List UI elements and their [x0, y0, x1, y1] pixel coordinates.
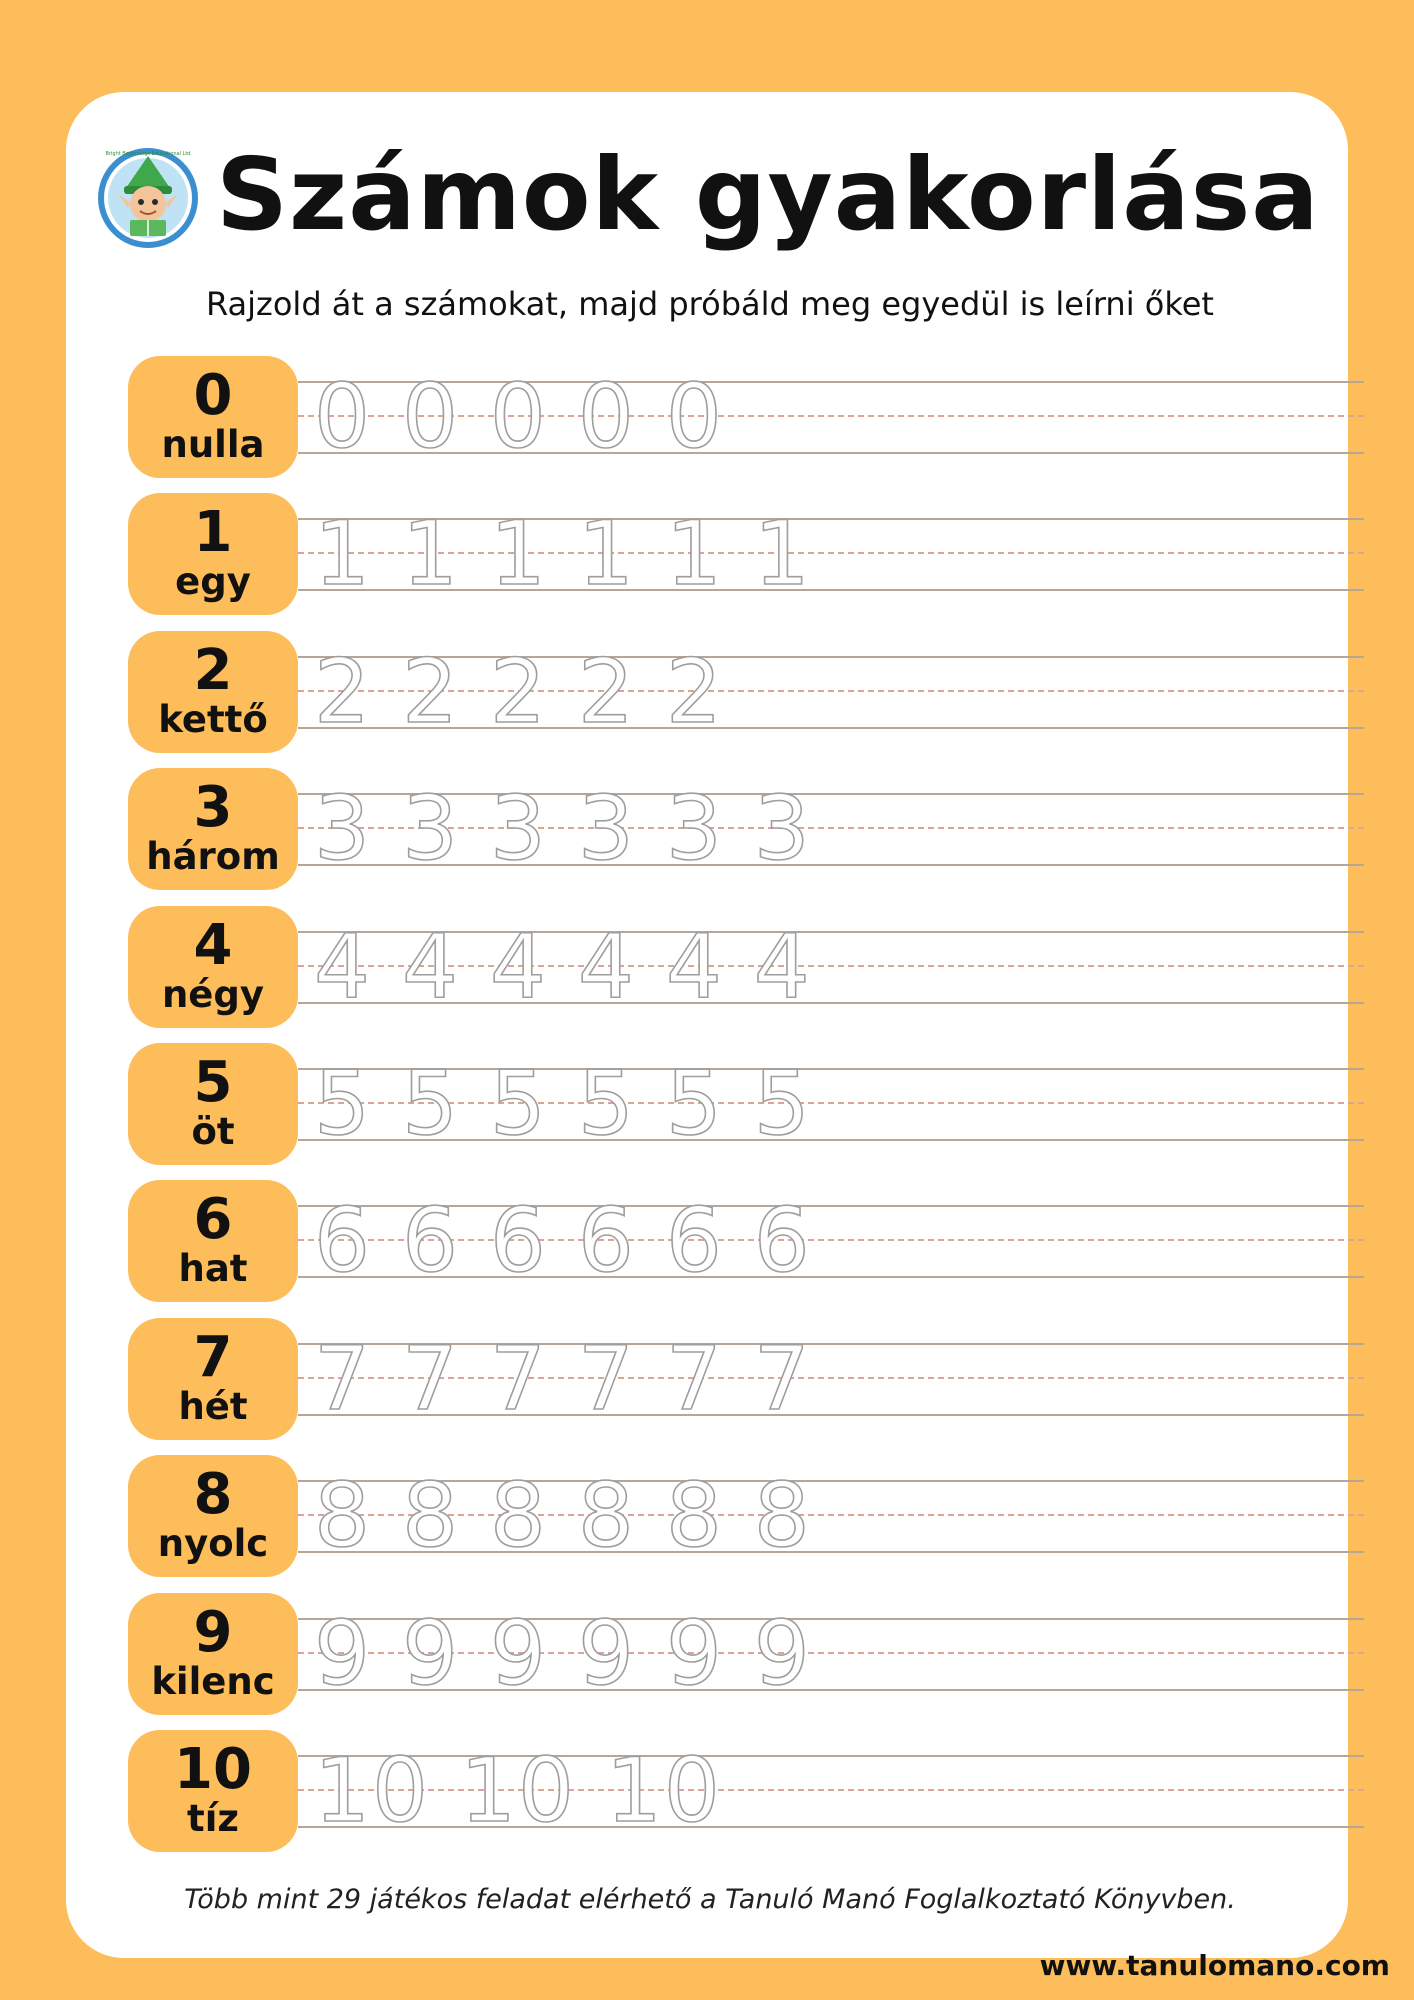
writing-guide[interactable]: [298, 1593, 1364, 1715]
instructions: Rajzold át a számokat, majd próbáld meg egyedül is leírni őket: [206, 285, 1214, 323]
badge-number: 6: [193, 1187, 233, 1253]
trace-digits: 7 7 7 7 7 7: [314, 1326, 812, 1430]
badge-number: 2: [193, 637, 233, 703]
practice-row: [128, 1318, 1238, 1440]
writing-guide[interactable]: [298, 1730, 1364, 1852]
writing-guide[interactable]: [298, 768, 1364, 890]
badge-number: 5: [193, 1050, 233, 1115]
number-badge: [128, 768, 298, 890]
trace-digits: 9 9 9 9 9 9: [314, 1601, 812, 1705]
elf-logo-icon: [96, 146, 200, 250]
badge-number: 8: [193, 1462, 233, 1528]
trace-digits: 3 3 3 3 3 3: [314, 777, 812, 881]
number-badge: [128, 1455, 298, 1577]
trace-digits: 10 10 10: [314, 1739, 722, 1842]
number-badge: [128, 631, 298, 753]
badge-word: négy: [161, 972, 265, 1016]
practice-row: [128, 768, 1238, 890]
writing-guide[interactable]: [298, 493, 1364, 615]
badge-number: 7: [193, 1324, 233, 1390]
practice-row: [128, 1180, 1238, 1302]
practice-row: [128, 356, 1238, 478]
number-badge: [128, 906, 298, 1028]
badge-word: öt: [191, 1110, 235, 1153]
practice-row: [128, 906, 1238, 1028]
badge-word: tíz: [187, 1797, 239, 1840]
writing-guide[interactable]: [298, 356, 1364, 478]
writing-guide[interactable]: [298, 906, 1364, 1028]
number-badge: [128, 1180, 298, 1302]
badge-word: nyolc: [157, 1522, 269, 1566]
badge-number: 4: [193, 912, 233, 978]
writing-guide[interactable]: [298, 1043, 1364, 1165]
footnote: Több mint 29 játékos feladat elérhető a Tanuló Manó Foglalkoztató Könyvben.: [184, 1884, 1236, 1915]
badge-word: hat: [178, 1247, 248, 1291]
badge-number: 10: [174, 1737, 252, 1802]
writing-guide[interactable]: [298, 631, 1364, 753]
trace-digits: 2 2 2 2 2: [314, 639, 724, 743]
badge-number: 0: [193, 363, 233, 428]
badge-word: három: [146, 835, 280, 879]
page-title: Számok gyakorlása: [216, 136, 1320, 253]
number-badge: [128, 1318, 298, 1440]
practice-row: [128, 1730, 1238, 1852]
logo-text: Bright Beginnings Educational Ltd: [105, 151, 191, 157]
badge-word: egy: [175, 560, 251, 604]
trace-digits: 5 5 5 5 5 5: [314, 1052, 812, 1155]
number-badge: [128, 1730, 298, 1852]
practice-row: [128, 631, 1238, 753]
writing-guide[interactable]: [298, 1180, 1364, 1302]
practice-row: [128, 1455, 1238, 1577]
number-badge: [128, 1593, 298, 1715]
number-badge: [128, 1043, 298, 1165]
number-badge: [128, 356, 298, 478]
badge-word: nulla: [161, 423, 265, 466]
practice-row: [128, 493, 1238, 615]
writing-guide[interactable]: [298, 1318, 1364, 1440]
writing-guide[interactable]: [298, 1455, 1364, 1577]
badge-number: 3: [193, 775, 233, 841]
website-url: www.tanulomano.com: [1039, 1949, 1390, 1982]
number-badge: [128, 493, 298, 615]
trace-digits: 8 8 8 8 8 8: [314, 1464, 812, 1568]
badge-word: kilenc: [151, 1659, 275, 1703]
practice-row: [128, 1043, 1238, 1165]
badge-word: hét: [178, 1384, 248, 1428]
badge-word: kettő: [158, 697, 268, 741]
badge-number: 9: [193, 1599, 233, 1665]
trace-digits: 0 0 0 0 0: [314, 365, 724, 468]
trace-digits: 4 4 4 4 4 4: [314, 914, 812, 1018]
trace-digits: 1 1 1 1 1 1: [314, 502, 812, 606]
practice-row: [128, 1593, 1238, 1715]
trace-digits: 6 6 6 6 6 6: [314, 1189, 812, 1293]
badge-number: 1: [193, 500, 233, 566]
